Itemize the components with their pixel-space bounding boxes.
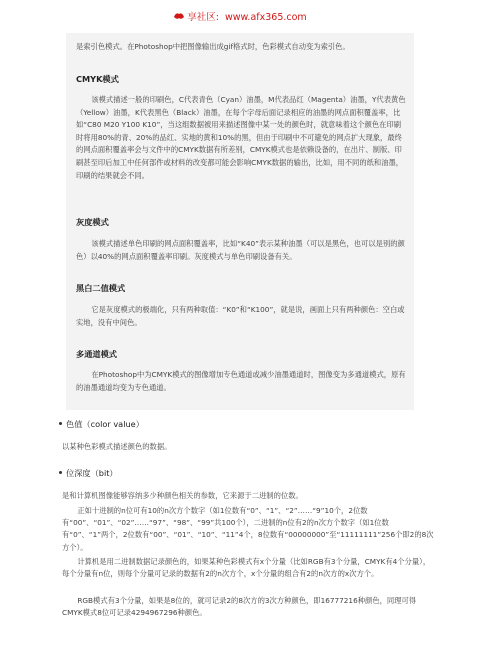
bullet-icon <box>59 422 62 425</box>
color-value-paragraph: 以某种色彩模式描述颜色的数据。 <box>62 442 172 451</box>
color-value-heading: 色值（color value） <box>59 419 144 430</box>
color-modes-box <box>66 33 414 410</box>
multichannel-paragraph: 在Photoshop中为CMYK模式的图像增加专色通道或减少油墨通道时，图像变为多通道模式，原有的油墨通道均变为专色通道。 <box>76 370 406 392</box>
bitmap-paragraph: 它是灰度模式的极端化，只有两种取值：“K0”和“K100”，就是说，画面上只有两种颜色：空白或实地，没有中间色。 <box>76 305 405 327</box>
logo-icon <box>173 11 185 21</box>
site-url[interactable]: www.afx365.com <box>225 12 307 23</box>
bit-depth-paragraph-2: 正如十进制的n位可有10的n次方个数字（如1位数有“0”、“1”、“2”……“9”10个，2位数有“00”、“01”、“02”……“97”、“98”、“99”共100个），二进制的n位有2的n次方个数字（如1位数有“0”、“1”两个，2位数有“00”、“01”、“10”、“11”4个，8位数有“00000000”至“11111111”256个即2的8次方个）。 <box>62 506 434 552</box>
bullet-icon <box>59 471 62 474</box>
bit-depth-paragraph-3: 计算机是用二进制数据记录颜色的，如果某种色彩模式有x个分量（比如RGB有3个分量，CMYK有4个分量），每个分量有n位，则每个分量可记录的数据有2的n次方个，x个分量的组合有2的n次方的x次方个。 <box>62 557 431 579</box>
grayscale-paragraph: 该模式描述单色印刷的网点面积覆盖率，比如“K40”表示某种油墨（可以是黑色，也可以是别的颜色）以40%的网点面积覆盖率印刷。灰度模式与单色印刷设备有关。 <box>76 239 405 261</box>
grayscale-heading: 灰度模式 <box>76 217 109 227</box>
bit-depth-heading: 位深度（bit） <box>59 468 118 479</box>
cmyk-paragraph: 该模式描述一般的印刷色，C代表青色（Cyan）油墨，M代表品红（Magenta）油墨，Y代表黄色（Yellow）油墨，K代表黑色（Black）油墨，在每个字母后面记录相应的油墨的网点面积覆盖率，比如“C80 M20 Y100 K10”，当这组数据被用来描述图像中某一处的颜色时，就意味着这个颜色在印刷时将用80%的青、20%的品红、实地的黄和10%的黑，但由于印刷中不可避免的网点扩大现象，最终的网点面积覆盖率会与文件中的CMYK数据有所差别，CMYK模式也是依赖设备的，在出片、制版、印刷甚至印后加工中任何部件或材料的改变都可能会影响CMYK数据的输出，比如，用不同的纸和油墨，印刷的结果就会不同。 <box>76 95 406 180</box>
multichannel-heading: 多通道模式 <box>76 349 117 359</box>
bit-depth-paragraph-1: 是和计算机图像能够容纳多少种颜色相关的参数，它来源于二进制的位数。 <box>62 491 303 500</box>
cmyk-heading: CMYK模式 <box>76 74 119 84</box>
site-header <box>0 9 480 23</box>
index-mode-tail: 是索引色模式。在Photoshop中把图像输出成gif格式时，色彩模式自动变为索引色。 <box>76 42 350 51</box>
bitmap-heading: 黑白二值模式 <box>76 283 126 293</box>
bit-depth-paragraph-4: RGB模式有3个分量，如果是8位的，就可记录2的8次方的3次方种颜色，即16777216种颜色，同理可得CMYK模式8位可记录4294967296种颜色。 <box>62 596 417 618</box>
site-name: 享社区: <box>187 12 219 23</box>
